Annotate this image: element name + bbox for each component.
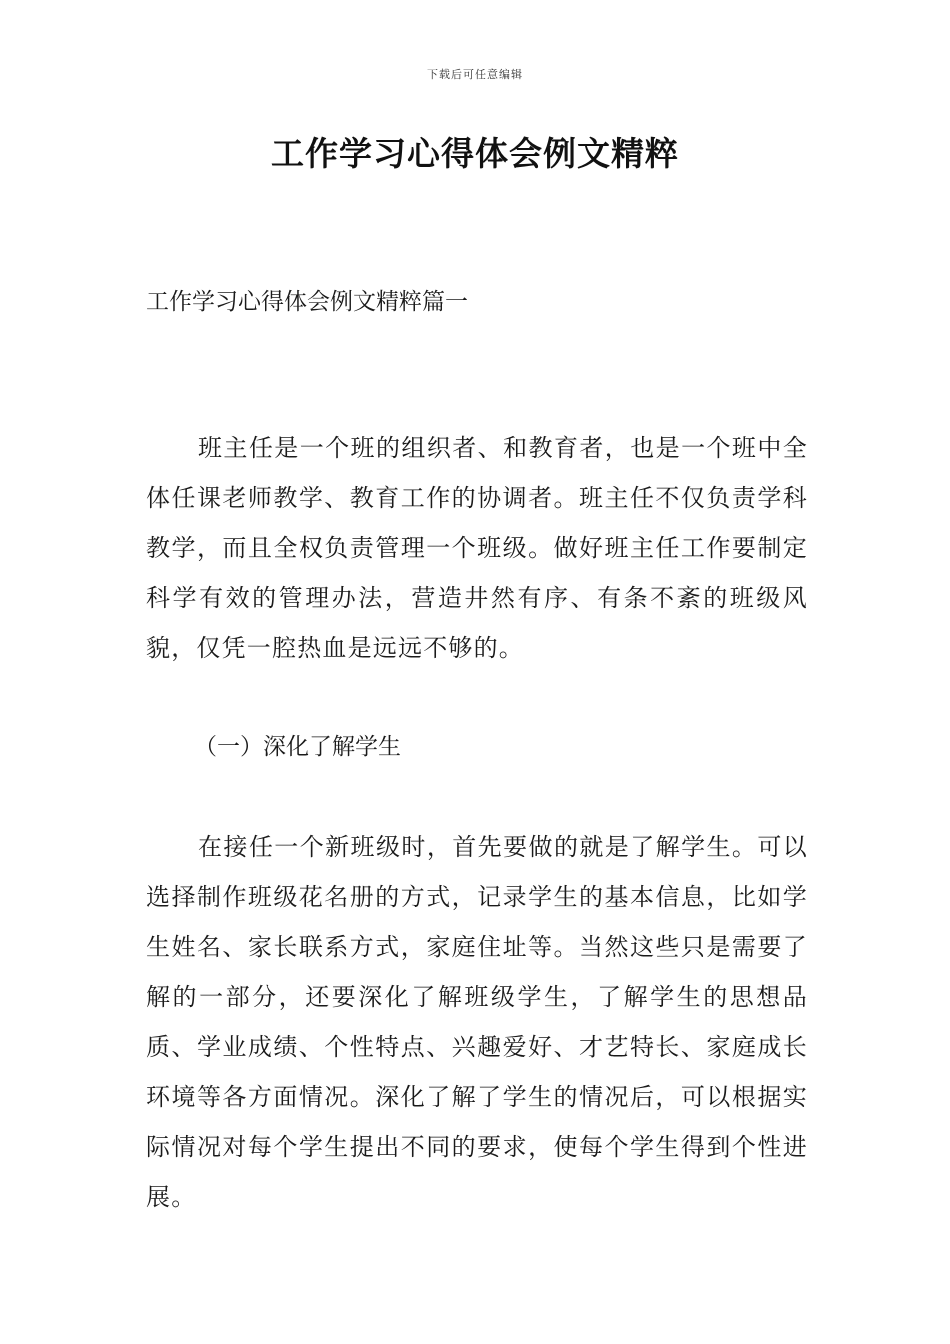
document-title: 工作学习心得体会例文精粹 (271, 134, 679, 173)
header-note: 下载后可任意编辑 (427, 68, 523, 81)
section-heading: 工作学习心得体会例文精粹篇一 (146, 289, 468, 315)
paragraph-understand-students: 在接任一个新班级时，首先要做的就是了解学生。可以选择制作班级花名册的方式，记录学生的基本信息，比如学生姓名、家长联系方式，家庭住址等。当然这些只是需要了解的一部分，还要深化了解班级学生，了解学生的思想品质、学业成绩、个性特点、兴趣爱好、才艺特长、家庭成长环境等各方面情况。深化了解了学生的情况后，可以根据实际情况对每个学生提出不同的要求，使每个学生得到个性进展。 (146, 833, 808, 1211)
subheading-understand-students: （一）深化了解学生 (194, 734, 401, 760)
paragraph-intro: 班主任是一个班的组织者、和教育者，也是一个班中全体任课老师教学、教育工作的协调者。班主任不仅负责学科教学，而且全权负责管理一个班级。做好班主任工作要制定科学有效的管理办法，营造井然有序、有条不紊的班级风貌，仅凭一腔热血是远远不够的。 (146, 434, 808, 662)
